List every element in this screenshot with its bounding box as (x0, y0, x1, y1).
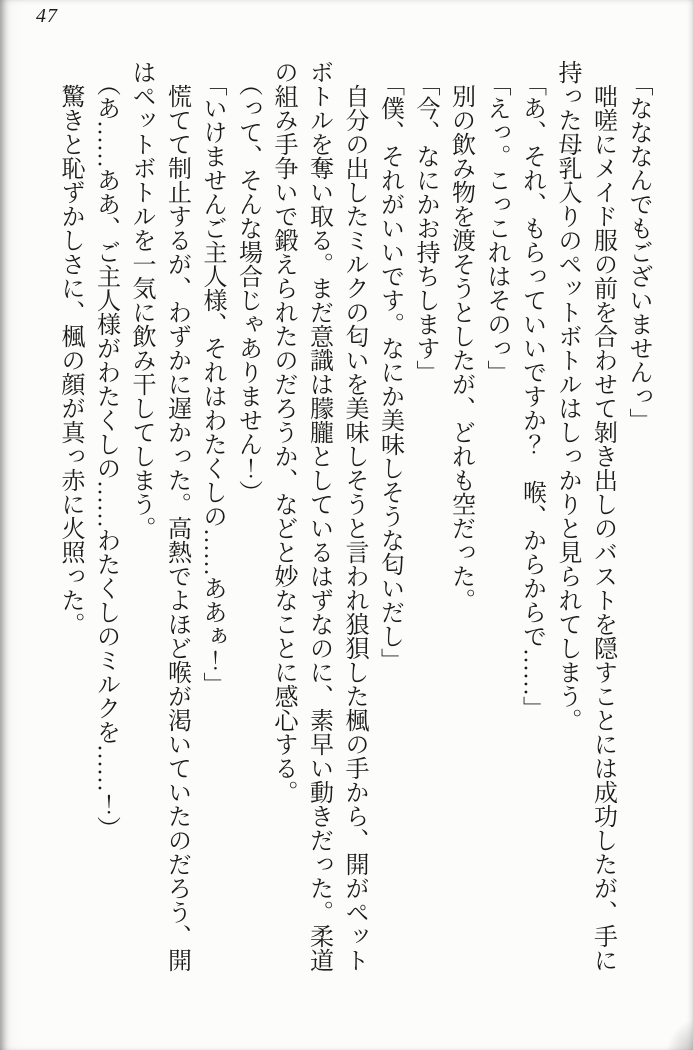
text-line: の組み手争いで鍛えられたのだろうか、などと妙なことに感心する。 (270, 60, 296, 804)
text-line: 驚きと恥ずかしさに、楓の顔が真っ赤に火照った。 (57, 84, 83, 636)
text-line: 別の飲み物を渡そうとしたが、どれも空だった。 (447, 84, 474, 612)
text-line: ボトルを奪い取る。まだ意識は朦朧としているはずなのに、素早い動きだった。柔道 (305, 60, 332, 972)
text-line: 「あ、それ、もらっていいですか？ 喉、からからで……」 (518, 72, 545, 720)
text-line: 「なななんでもございませんっ」 (625, 72, 651, 432)
text-line: 「いけませんご主人様、それはわたくしの……ああぁ！」 (199, 72, 225, 696)
text-line: （あ……ああ、ご主人様がわたくしの……わたくしのミルクを……！） (92, 72, 119, 840)
text-line: 咄嗟にメイド服の前を合わせて剝き出しのバストを隠すことには成功したが、手に (589, 84, 616, 972)
text-line: 「今、なにかお持ちします」 (412, 72, 438, 384)
text-line: 「えっ。こっこれはそのっ」 (483, 72, 509, 384)
text-line: はペットボトルを一気に飲み干してしまう。 (128, 60, 154, 540)
page-text (52, 60, 656, 972)
text-line: 慌てて制止するが、わずかに遅かった。高熱でよほど喉が渇いていたのだろう、開 (163, 84, 190, 972)
text-line: 持った母乳入りのペットボトルはしっかりと見られてしまう。 (554, 60, 580, 732)
text-line: 自分の出したミルクの匂いを美味しそうと言われ狼狽した楓の手から、開がペット (341, 84, 367, 972)
text-line: 「僕、それがいいです。なにか美味しそうな匂いだし」 (376, 72, 403, 672)
scan-smudge-bottom-right (665, 1018, 693, 1050)
text-line: （って、そんな場合じゃありません！） (234, 72, 261, 504)
page-number: 47 (36, 5, 58, 27)
